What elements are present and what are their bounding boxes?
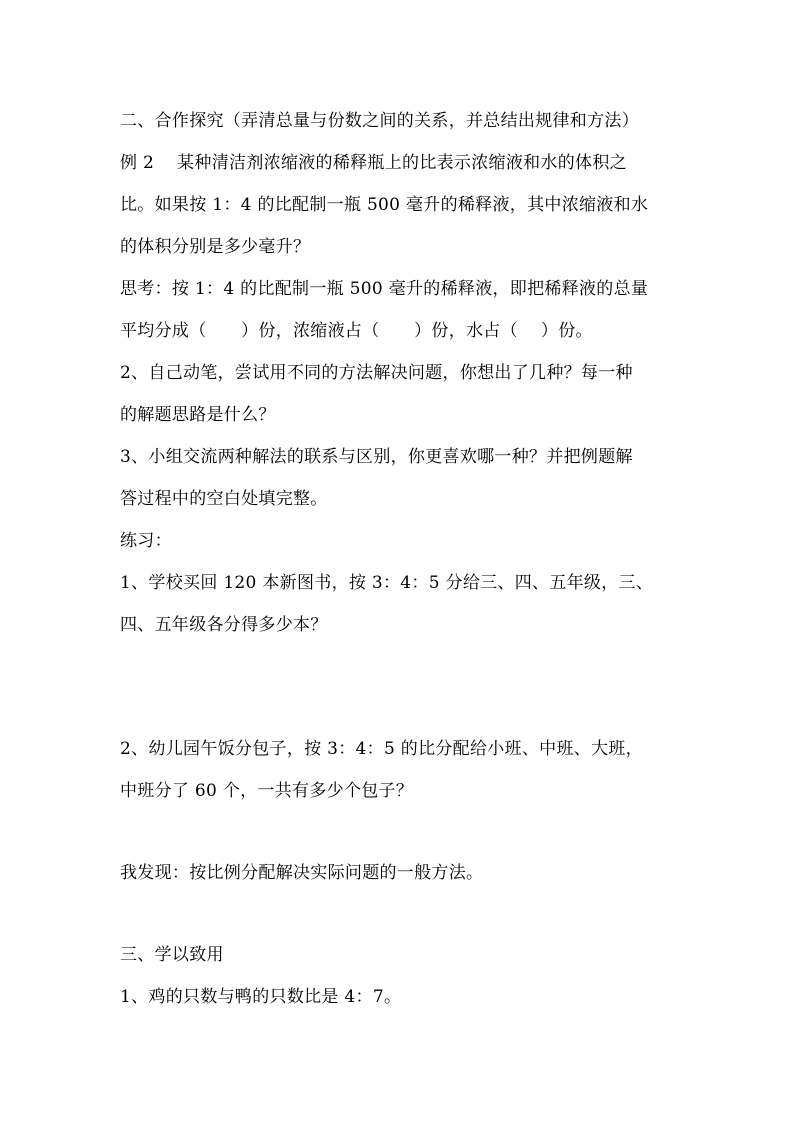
thinking-line-1: 思考：按 1：4 的比配制一瓶 500 毫升的稀释液，即把稀释液的总量	[120, 279, 649, 299]
example-2-line-2: 比。如果按 1：4 的比配制一瓶 500 毫升的稀释液，其中浓缩液和水	[120, 195, 649, 215]
discovery-line: 我发现：按比例分配解决实际问题的一般方法。	[120, 863, 484, 883]
task-2-line-2: 的解题思路是什么？	[120, 405, 276, 425]
practice-1-line-1: 1、学校买回 120 本新图书，按 3：4：5 分给三、四、五年级，三、	[120, 573, 654, 593]
task-2-line-1: 2、自己动笔，尝试用不同的方法解决问题，你想出了几种？每一种	[120, 363, 633, 383]
apply-1-line: 1、鸡的只数与鸭的只数比是 4：7。	[120, 987, 402, 1007]
example-2-line-1: 例 2 某种清洁剂浓缩液的稀释瓶上的比表示浓缩液和水的体积之	[120, 153, 627, 173]
example-2-line-3: 的体积分别是多少毫升？	[120, 237, 311, 257]
section-heading-cooperative-inquiry: 二、合作探究（弄清总量与份数之间的关系，并总结出规律和方法）	[120, 111, 639, 131]
practice-2-line-1: 2、幼儿园午饭分包子，按 3：4：5 的比分配给小班、中班、大班，	[120, 739, 643, 759]
task-3-line-1: 3、小组交流两种解法的联系与区别，你更喜欢哪一种？并把例题解	[120, 447, 633, 467]
practice-2-line-2: 中班分了 60 个，一共有多少个包子？	[120, 781, 414, 801]
section-heading-apply: 三、学以致用	[120, 945, 224, 965]
thinking-line-2: 平均分成（ ）份，浓缩液占（ ）份，水占（ ）份。	[120, 321, 593, 341]
task-3-line-2: 答过程中的空白处填完整。	[120, 489, 328, 509]
practice-heading: 练习：	[120, 531, 172, 551]
practice-1-line-2: 四、五年级各分得多少本？	[120, 615, 328, 635]
